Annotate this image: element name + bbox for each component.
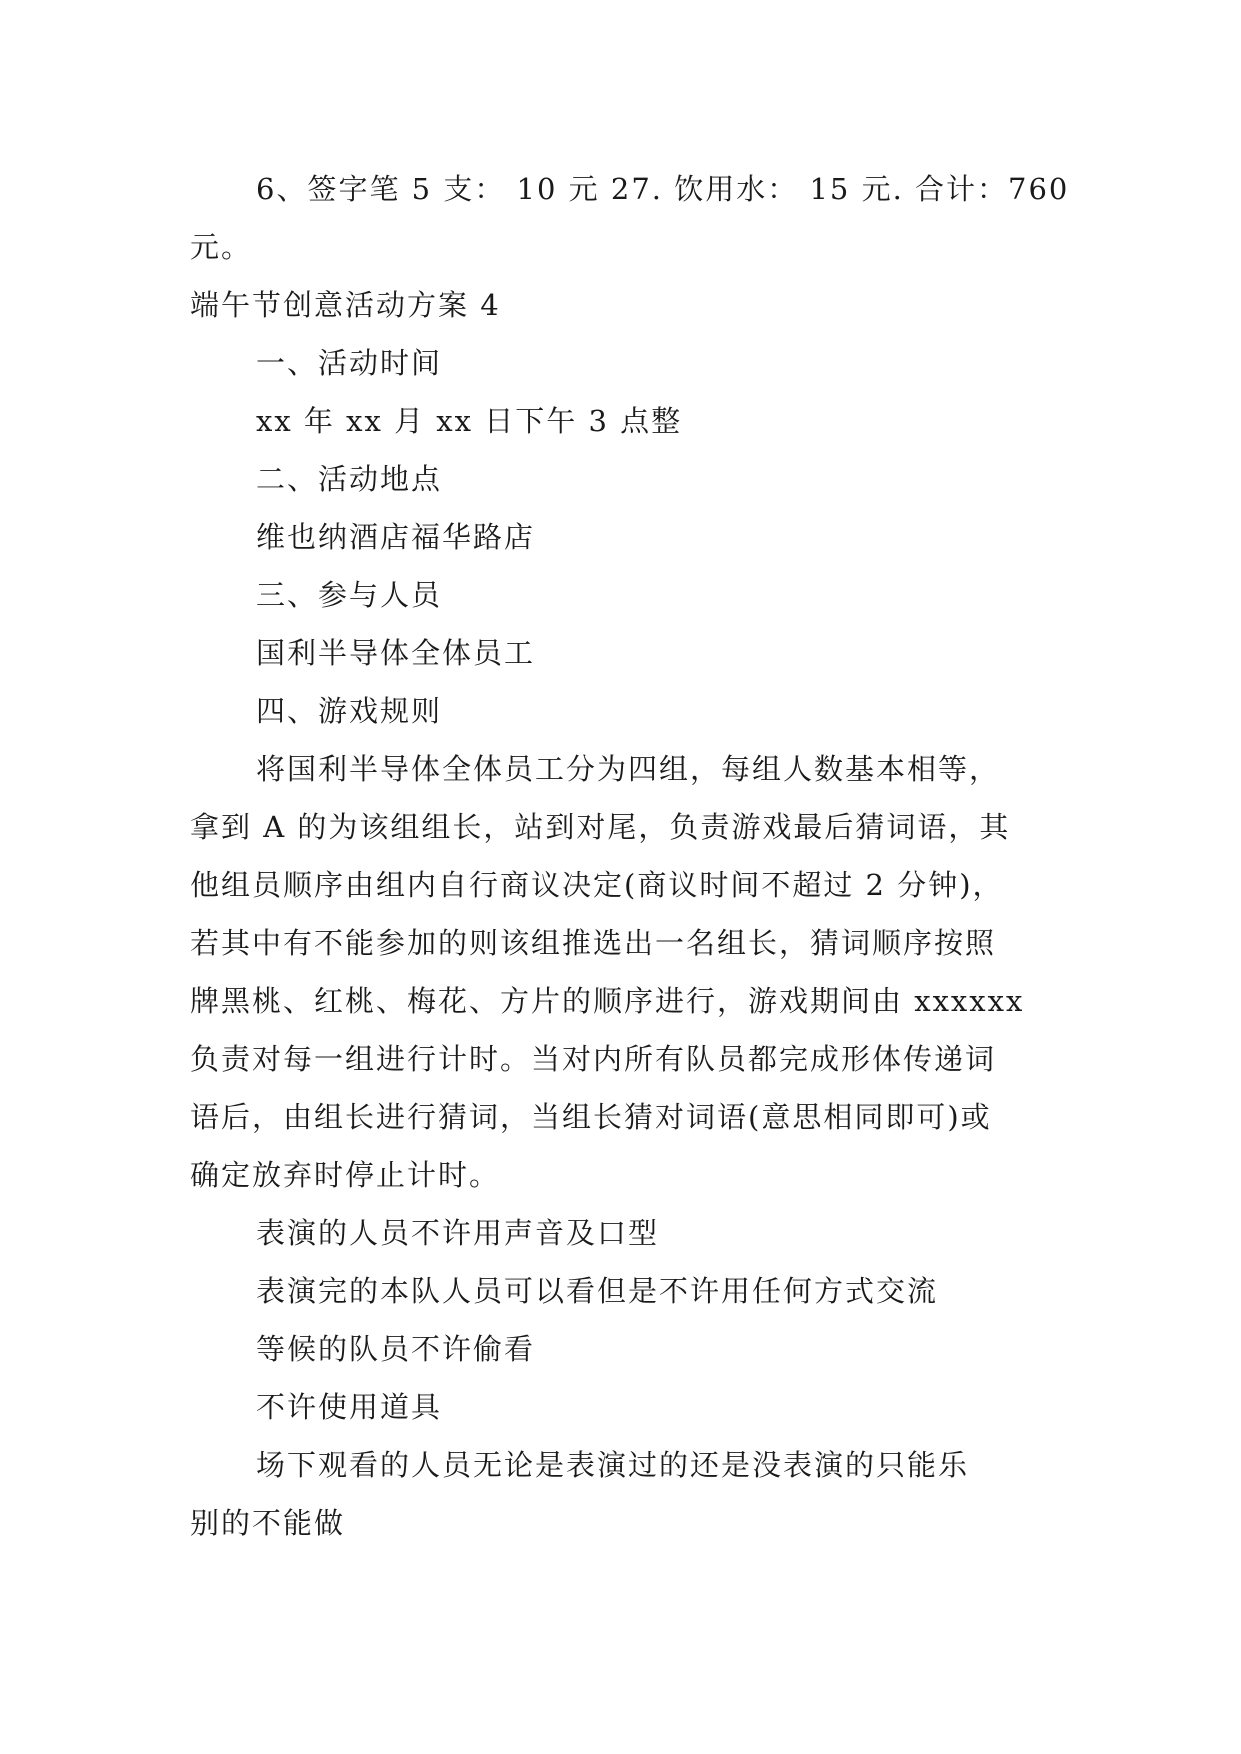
text-line: 语后，由组长进行猜词，当组长猜对词语(意思相同即可)或 [190,1100,992,1134]
text-line: 将国利半导体全体员工分为四组，每组人数基本相等， [256,752,1001,786]
paragraph [190,1378,1070,1436]
paragraph [190,160,1070,276]
paragraph [190,1204,1070,1262]
text-line: 场下观看的人员无论是表演过的还是没表演的只能乐 [256,1448,970,1482]
paragraph [190,682,1070,740]
text-line: 一、活动时间 [256,346,443,380]
text-line: 他组员顺序由组内自行商议决定(商议时间不超过 2 分钟)， [190,868,1004,902]
text-line: 端午节创意活动方案 4 [190,288,501,322]
section-heading [190,276,1070,334]
text-line: 四、游戏规则 [256,694,443,728]
paragraph [190,740,1070,1204]
text-line: 确定放弃时停止计时。 [190,1158,501,1192]
paragraph [190,508,1070,566]
text-line: 不许使用道具 [256,1390,443,1424]
text-line: 国利半导体全体员工 [256,636,536,670]
text-line: 6、签字笔 5 支： 10 元 27. 饮用水： 15 元. 合计：760 [256,172,1070,206]
text-line: 维也纳酒店福华路店 [256,520,536,554]
text-line: 别的不能做 [190,1506,346,1540]
paragraph [190,1262,1070,1320]
text-line: 等候的队员不许偷看 [256,1332,536,1366]
paragraph [190,392,1070,450]
paragraph [190,624,1070,682]
paragraph [190,1436,1070,1552]
text-line: 表演完的本队人员可以看但是不许用任何方式交流 [256,1274,939,1308]
text-line: 二、活动地点 [256,462,443,496]
text-line: 表演的人员不许用声音及口型 [256,1216,660,1250]
text-line: 牌黑桃、红桃、梅花、方片的顺序进行，游戏期间由 xxxxxx [190,984,1025,1018]
text-line: 元。 [190,230,253,264]
text-line: 若其中有不能参加的则该组推选出一名组长，猜词顺序按照 [190,926,997,960]
paragraph [190,334,1070,392]
paragraph [190,450,1070,508]
text-line: 三、参与人员 [256,578,443,612]
paragraph [190,566,1070,624]
text-line: 拿到 A 的为该组组长，站到对尾，负责游戏最后猜词语，其 [190,810,1011,844]
text-line: 负责对每一组进行计时。当对内所有队员都完成形体传递词 [190,1042,997,1076]
paragraph [190,1320,1070,1378]
document-body [190,160,1070,1552]
text-line: xx 年 xx 月 xx 日下午 3 点整 [256,404,683,438]
